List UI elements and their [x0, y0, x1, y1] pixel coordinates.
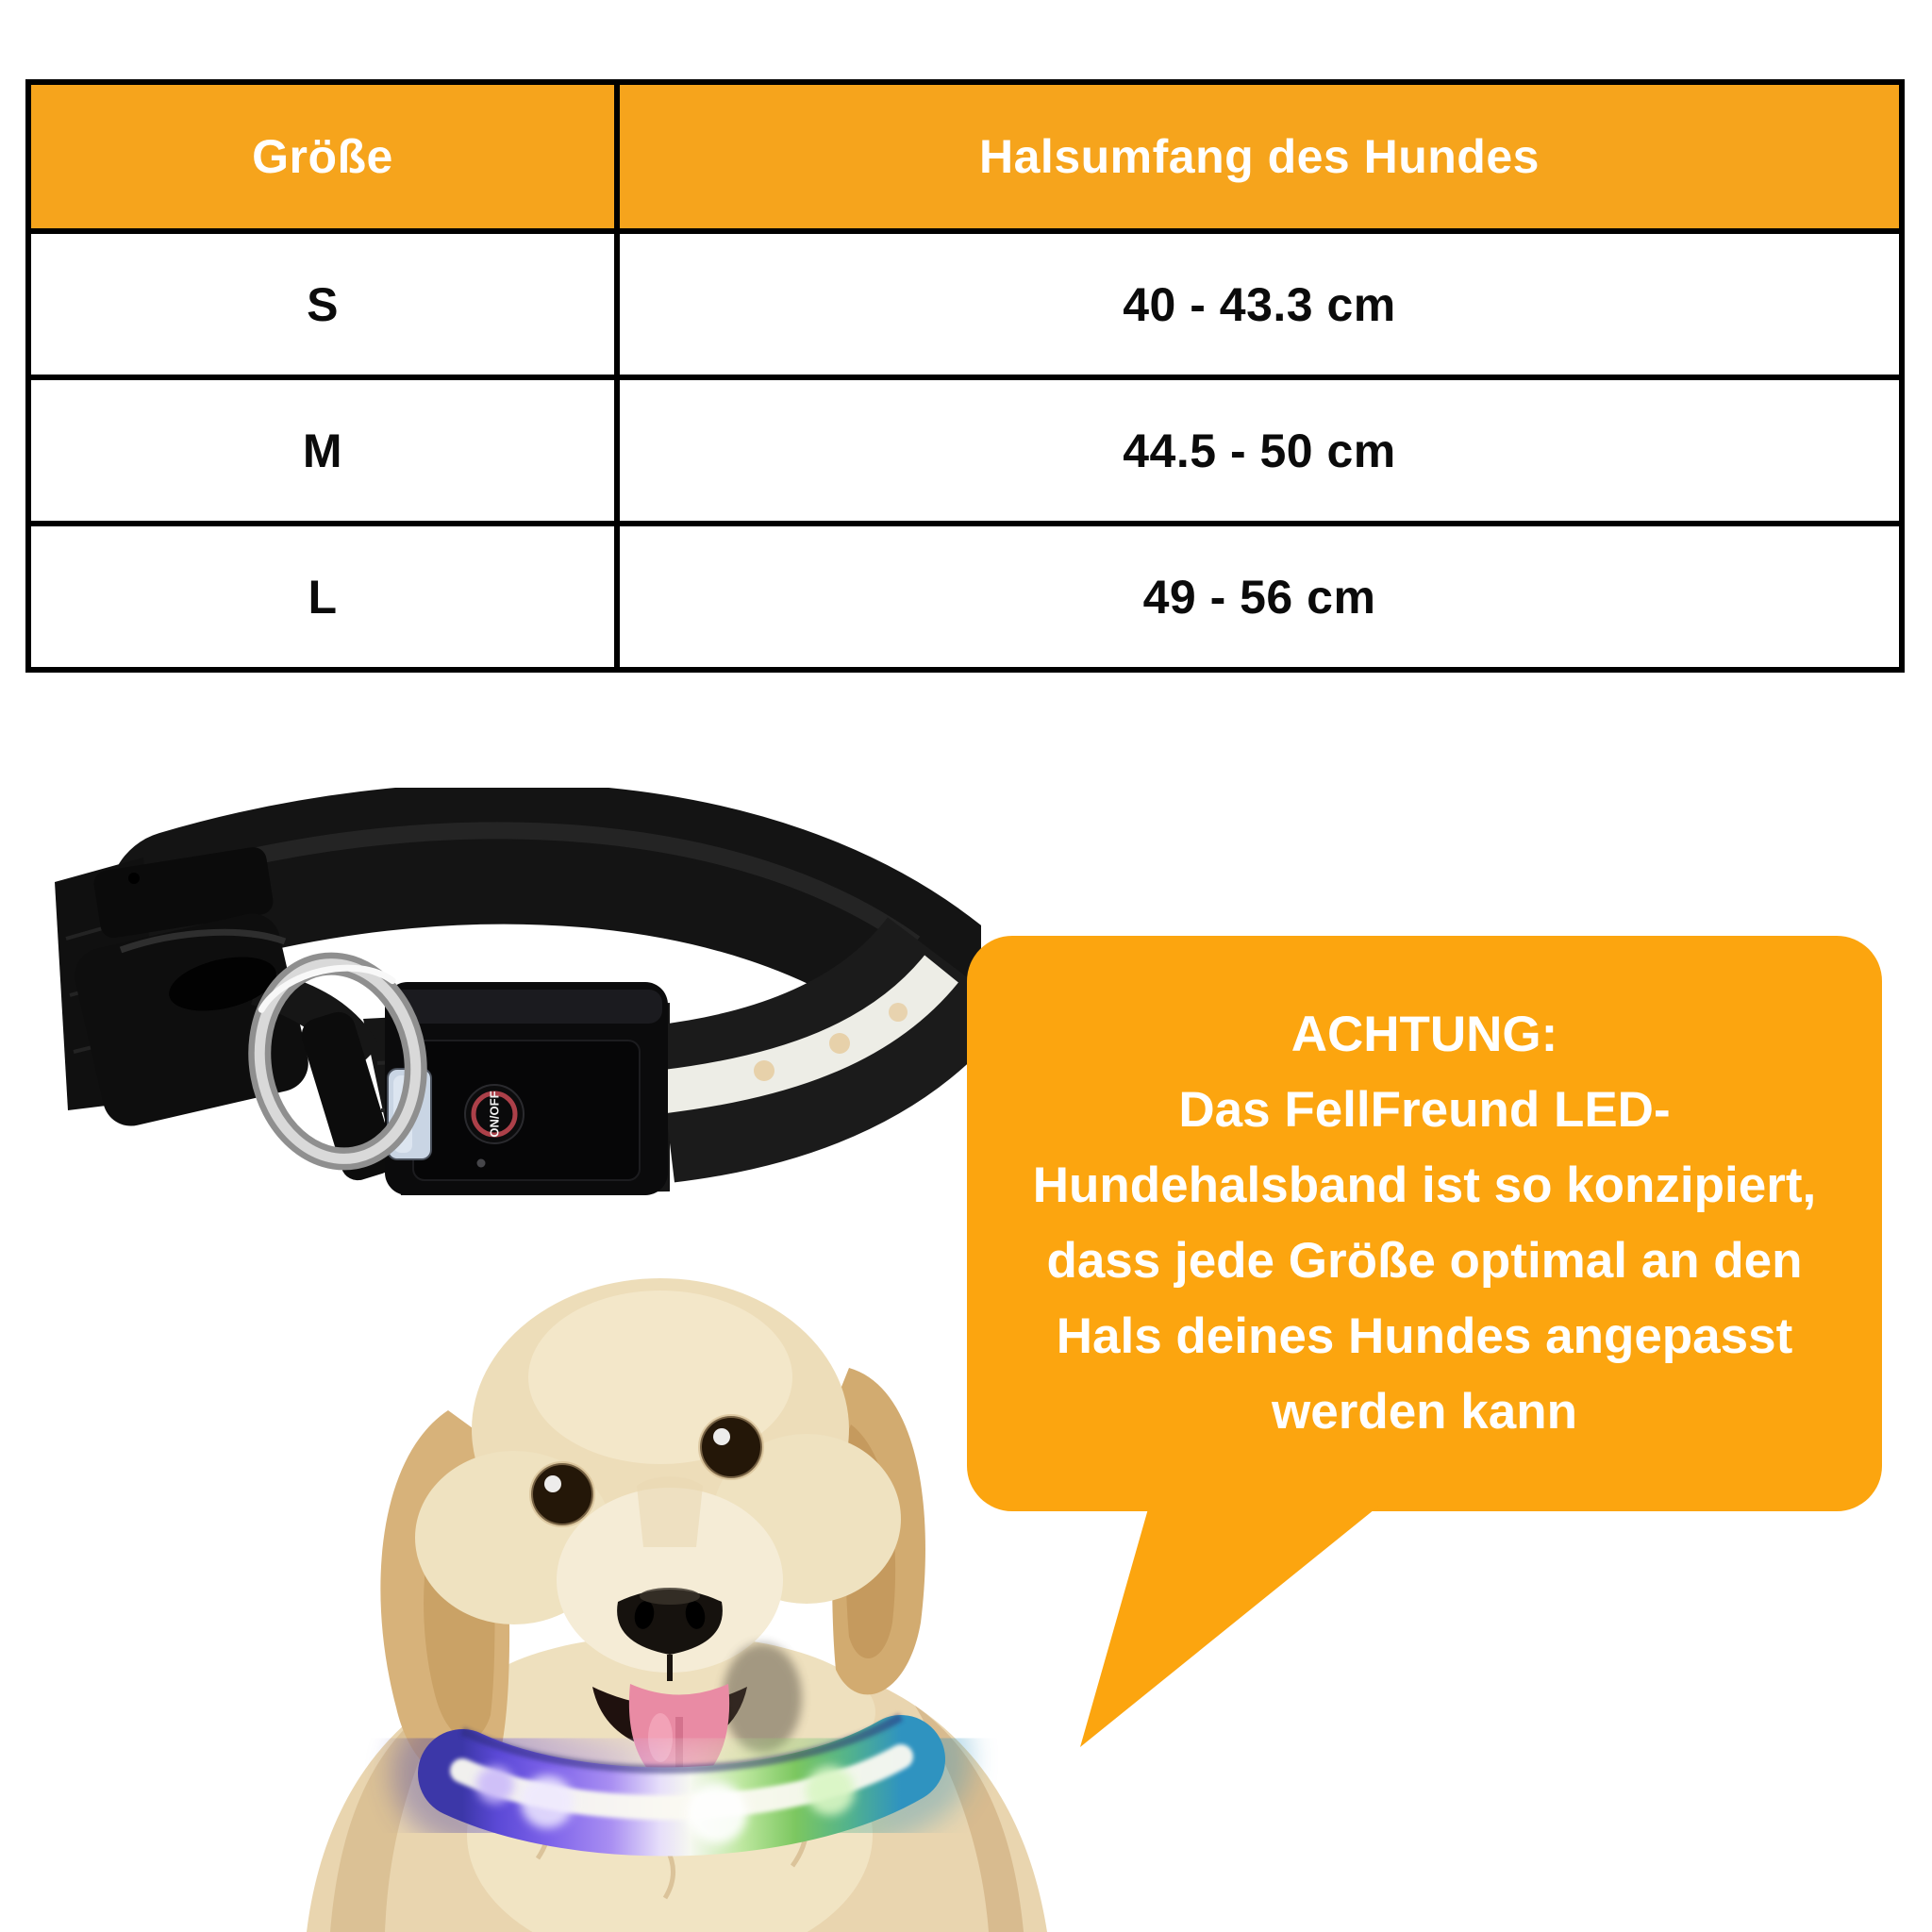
dog-eye-left — [531, 1463, 593, 1525]
attention-callout — [967, 936, 1882, 1511]
row-m-circumference-cell: 44.5 - 50 cm — [620, 380, 1899, 521]
callout-line: dass jede Größe optimal an den — [1046, 1233, 1803, 1289]
row-l-circumference-cell: 49 - 56 cm — [620, 526, 1899, 667]
callout-tail — [1038, 1506, 1415, 1760]
collar-product-photo — [38, 788, 981, 1241]
callout-line: Hals deines Hundes angepasst — [1056, 1308, 1793, 1364]
reflective-stripe-band — [665, 965, 951, 1104]
header-cell-circumference: Halsumfang des Hundes — [620, 85, 1899, 228]
size-table — [25, 79, 1905, 673]
battery-box — [385, 982, 668, 1195]
status-led-dot — [477, 1159, 486, 1168]
callout-line: werden kann — [1272, 1384, 1577, 1440]
callout-line: Das FellFreund LED- — [1178, 1082, 1671, 1138]
row-l-size-cell: L — [31, 526, 614, 667]
row-s-size-cell: S — [31, 234, 614, 375]
strap-hole — [128, 873, 140, 884]
callout-line: ACHTUNG: — [1291, 1007, 1558, 1062]
callout-line: Hundehalsband ist so konzipiert, — [1032, 1158, 1817, 1213]
dog-eye-right — [700, 1416, 762, 1478]
header-cell-size: Größe — [31, 85, 614, 228]
row-s-circumference-cell: 40 - 43.3 cm — [620, 234, 1899, 375]
on-off-button — [465, 1085, 524, 1143]
on-off-button-label: ON/OFF — [487, 1091, 502, 1138]
row-m-size-cell: M — [31, 380, 614, 521]
